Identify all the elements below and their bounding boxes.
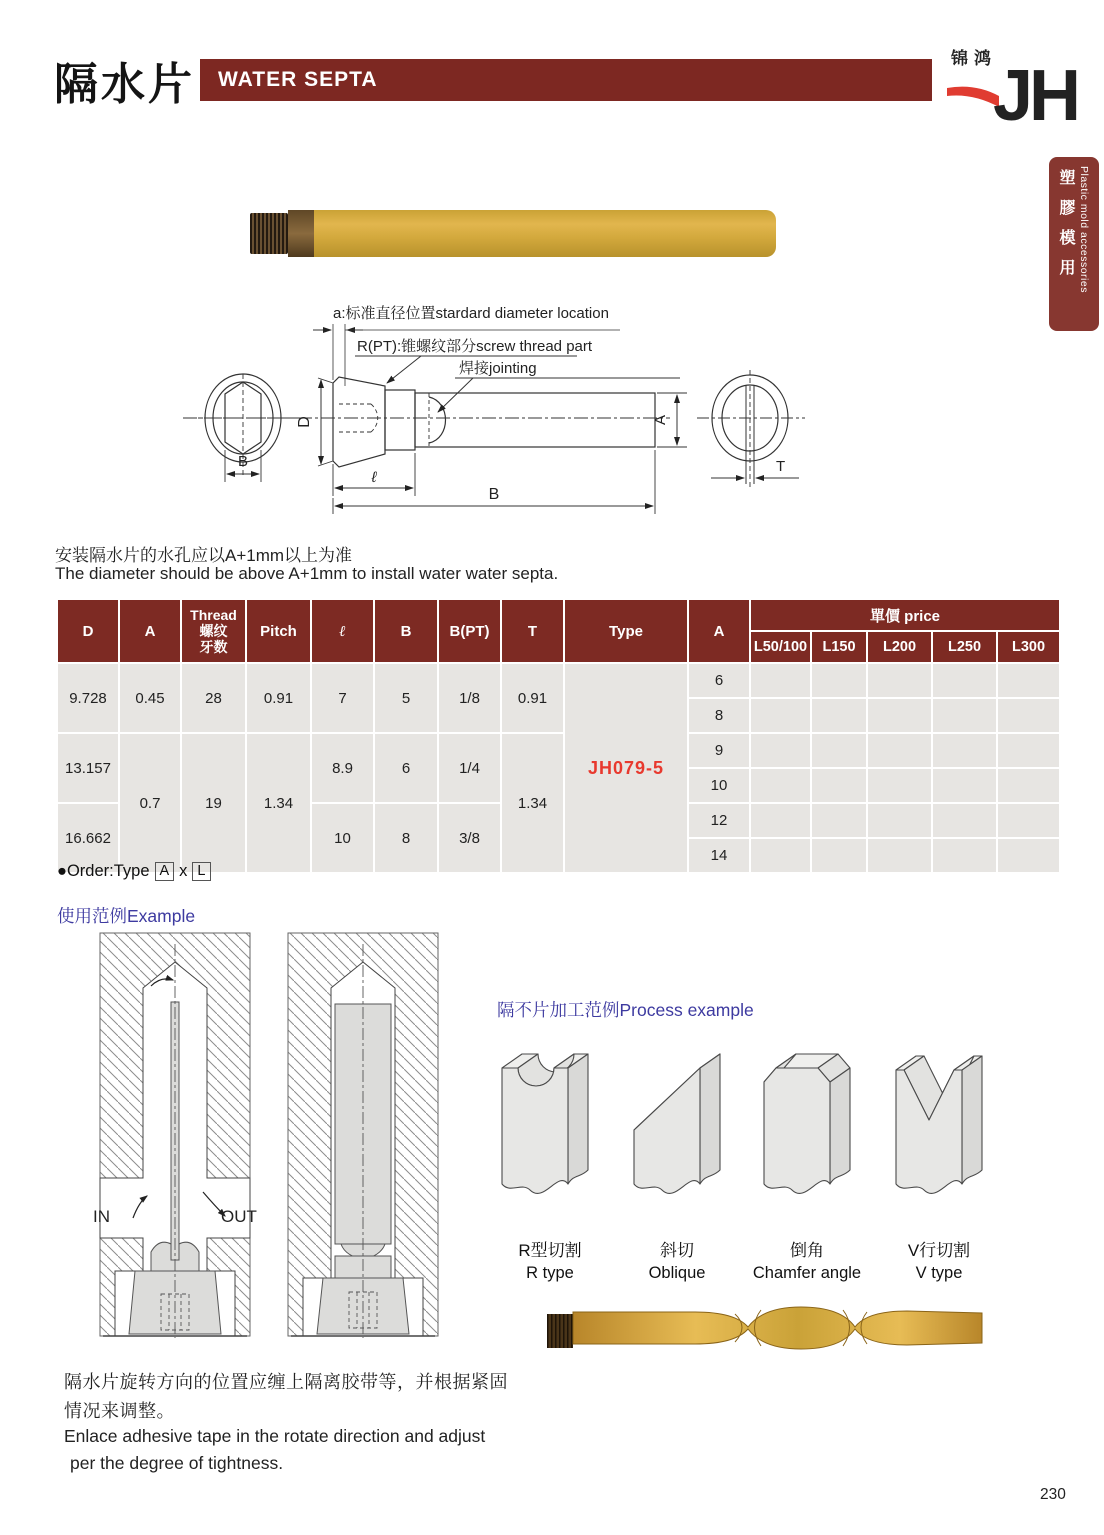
table-row bbox=[57, 733, 1060, 768]
col-l: ℓ bbox=[311, 599, 374, 663]
process-label-en: Chamfer angle bbox=[752, 1264, 862, 1282]
cell-a2: 9 bbox=[688, 733, 750, 768]
cell-b: 6 bbox=[374, 733, 438, 803]
price-cell bbox=[932, 838, 997, 873]
brand-logo-swoosh bbox=[947, 87, 999, 107]
dim-d: D bbox=[296, 416, 313, 428]
col-b: B bbox=[374, 599, 438, 663]
col-l300: L300 bbox=[997, 631, 1060, 663]
col-thread-en: Thread bbox=[190, 606, 237, 623]
price-cell bbox=[811, 733, 867, 768]
price-cell bbox=[811, 698, 867, 733]
process-label-zh: V行切割 bbox=[907, 1241, 971, 1260]
cell-d: 9.728 bbox=[57, 663, 119, 733]
cell-bpt: 1/8 bbox=[438, 663, 501, 733]
cell-a2: 6 bbox=[688, 663, 750, 698]
price-cell bbox=[997, 733, 1060, 768]
price-cell bbox=[932, 698, 997, 733]
order-box-a: A bbox=[155, 862, 175, 881]
footer-note-zh2: 情况来调整。 bbox=[64, 1401, 175, 1421]
tech-drawing bbox=[175, 298, 890, 523]
footer-note-en1: Enlace adhesive tape in the rotate direction and adjust bbox=[64, 1426, 486, 1446]
price-cell bbox=[811, 803, 867, 838]
twisted-strip bbox=[573, 1307, 982, 1349]
col-d: D bbox=[57, 599, 119, 663]
cell-thread: 19 bbox=[181, 733, 246, 873]
cell-a: 0.7 bbox=[119, 733, 181, 873]
usage-left-block bbox=[93, 933, 257, 1338]
process-shape-v-type bbox=[896, 1056, 982, 1193]
table-row bbox=[57, 663, 1060, 698]
col-a: A bbox=[119, 599, 181, 663]
col-thread-zh1: 螺纹 bbox=[199, 622, 228, 639]
spec-table bbox=[56, 598, 1061, 874]
price-cell bbox=[867, 698, 932, 733]
footer-note-zh1: 隔水片旋转方向的位置应缠上隔离胶带等，并根据紧固 bbox=[64, 1372, 508, 1392]
page-number: 230 bbox=[1040, 1486, 1066, 1503]
label-out: OUT bbox=[221, 1207, 257, 1226]
cell-type: JH079-5 bbox=[564, 663, 688, 873]
price-cell bbox=[750, 803, 811, 838]
install-note-en: The diameter should be above A+1mm to install water water septa. bbox=[55, 564, 559, 583]
cell-bpt: 3/8 bbox=[438, 803, 501, 873]
drawing-label-a: a:标准直径位置stardard diameter location bbox=[333, 305, 609, 322]
price-cell bbox=[867, 803, 932, 838]
cell-l: 10 bbox=[311, 803, 374, 873]
process-label-zh: 斜切 bbox=[660, 1241, 694, 1260]
col-l250: L250 bbox=[932, 631, 997, 663]
product-photo-twisted bbox=[545, 1300, 985, 1365]
sidebar-tab bbox=[1049, 157, 1099, 331]
price-cell bbox=[750, 698, 811, 733]
example-title: 使用范例Example bbox=[57, 906, 196, 926]
product-photo-straight bbox=[250, 210, 776, 257]
price-cell bbox=[811, 663, 867, 698]
cell-pitch: 1.34 bbox=[246, 733, 311, 873]
cell-bpt: 1/4 bbox=[438, 733, 501, 803]
drawing-label-weld: 焊接jointing bbox=[459, 360, 537, 377]
cell-a2: 8 bbox=[688, 698, 750, 733]
photo-thread-end bbox=[250, 213, 288, 254]
photo-body bbox=[314, 210, 776, 257]
price-cell bbox=[997, 803, 1060, 838]
col-l50: L50/100 bbox=[750, 631, 811, 663]
price-cell bbox=[811, 838, 867, 873]
process-title: 隔不片加工范例Process example bbox=[497, 1000, 754, 1020]
price-cell bbox=[997, 698, 1060, 733]
process-label bbox=[859, 1240, 1019, 1284]
col-l200: L200 bbox=[867, 631, 932, 663]
process-diagram bbox=[488, 1038, 1028, 1223]
cell-b: 5 bbox=[374, 663, 438, 733]
price-cell bbox=[867, 768, 932, 803]
price-cell bbox=[750, 838, 811, 873]
price-cell bbox=[932, 663, 997, 698]
cell-d: 13.157 bbox=[57, 733, 119, 803]
col-price-group: 單價 price bbox=[750, 599, 1060, 631]
col-l150: L150 bbox=[811, 631, 867, 663]
cell-a2: 10 bbox=[688, 768, 750, 803]
brand-logo-zh: 锦鸿 bbox=[951, 49, 997, 68]
footer-note-en2: per the degree of tightness. bbox=[70, 1453, 284, 1473]
dim-l: ℓ bbox=[371, 469, 377, 486]
sidebar-label-en: Plastic mold accessories bbox=[1078, 166, 1090, 293]
cell-a2: 14 bbox=[688, 838, 750, 873]
process-shape-oblique bbox=[634, 1054, 720, 1193]
page-title: 隔水片 bbox=[54, 60, 195, 109]
photo-collar bbox=[288, 210, 314, 257]
order-times: x bbox=[179, 862, 188, 880]
brand-logo-en: JH bbox=[993, 56, 1078, 125]
order-note bbox=[57, 862, 211, 881]
drawing-label-rpt: R(PT):锥螺纹部分screw thread part bbox=[357, 338, 593, 355]
price-cell bbox=[932, 803, 997, 838]
cell-pitch: 0.91 bbox=[246, 663, 311, 733]
cell-a: 0.45 bbox=[119, 663, 181, 733]
price-cell bbox=[867, 838, 932, 873]
brand-logo bbox=[945, 40, 1100, 125]
process-label-en: V type bbox=[915, 1264, 963, 1282]
col-a2: A bbox=[688, 599, 750, 663]
cell-t: 1.34 bbox=[501, 733, 564, 873]
col-t: T bbox=[501, 599, 564, 663]
col-bpt: B(PT) bbox=[438, 599, 501, 663]
twisted-thread-end bbox=[547, 1314, 573, 1348]
cell-t: 0.91 bbox=[501, 663, 564, 733]
col-type: Type bbox=[564, 599, 688, 663]
process-label-en: Oblique bbox=[648, 1264, 706, 1282]
price-cell bbox=[867, 663, 932, 698]
usage-right-block bbox=[288, 933, 438, 1338]
col-thread-zh2: 牙数 bbox=[199, 639, 228, 656]
cell-l: 8.9 bbox=[311, 733, 374, 803]
process-label-zh: R型切割 bbox=[518, 1241, 582, 1260]
process-label-en: R type bbox=[526, 1264, 574, 1282]
cell-d: 16.662 bbox=[57, 803, 119, 873]
title-banner bbox=[200, 59, 932, 101]
price-cell bbox=[932, 733, 997, 768]
price-cell bbox=[750, 768, 811, 803]
cell-l: 7 bbox=[311, 663, 374, 733]
install-note-zh: 安装隔水片的水孔应以A+1mm以上为准 bbox=[55, 546, 353, 565]
price-cell bbox=[750, 663, 811, 698]
cell-thread: 28 bbox=[181, 663, 246, 733]
process-shape-chamfer bbox=[764, 1054, 850, 1193]
process-shape-r-type bbox=[502, 1054, 588, 1193]
label-in: IN bbox=[93, 1207, 110, 1226]
price-cell bbox=[811, 768, 867, 803]
dim-a: A bbox=[652, 414, 669, 426]
order-box-l: L bbox=[192, 862, 210, 881]
cell-b: 8 bbox=[374, 803, 438, 873]
dim-t: T bbox=[776, 458, 786, 475]
dim-b-head: B bbox=[237, 453, 249, 470]
price-cell bbox=[750, 733, 811, 768]
banner-label: WATER SEPTA bbox=[218, 68, 378, 91]
order-label: ●Order:Type bbox=[57, 862, 150, 880]
dim-b: B bbox=[488, 486, 500, 503]
price-cell bbox=[867, 733, 932, 768]
cell-a2: 12 bbox=[688, 803, 750, 838]
col-thread bbox=[181, 599, 246, 663]
process-label-zh: 倒角 bbox=[790, 1241, 824, 1260]
price-cell bbox=[997, 838, 1060, 873]
usage-diagram bbox=[85, 926, 455, 1354]
col-pitch: Pitch bbox=[246, 599, 311, 663]
price-cell bbox=[932, 768, 997, 803]
price-cell bbox=[997, 663, 1060, 698]
sidebar-label-zh: 塑膠模用 bbox=[1057, 169, 1074, 289]
price-cell bbox=[997, 768, 1060, 803]
